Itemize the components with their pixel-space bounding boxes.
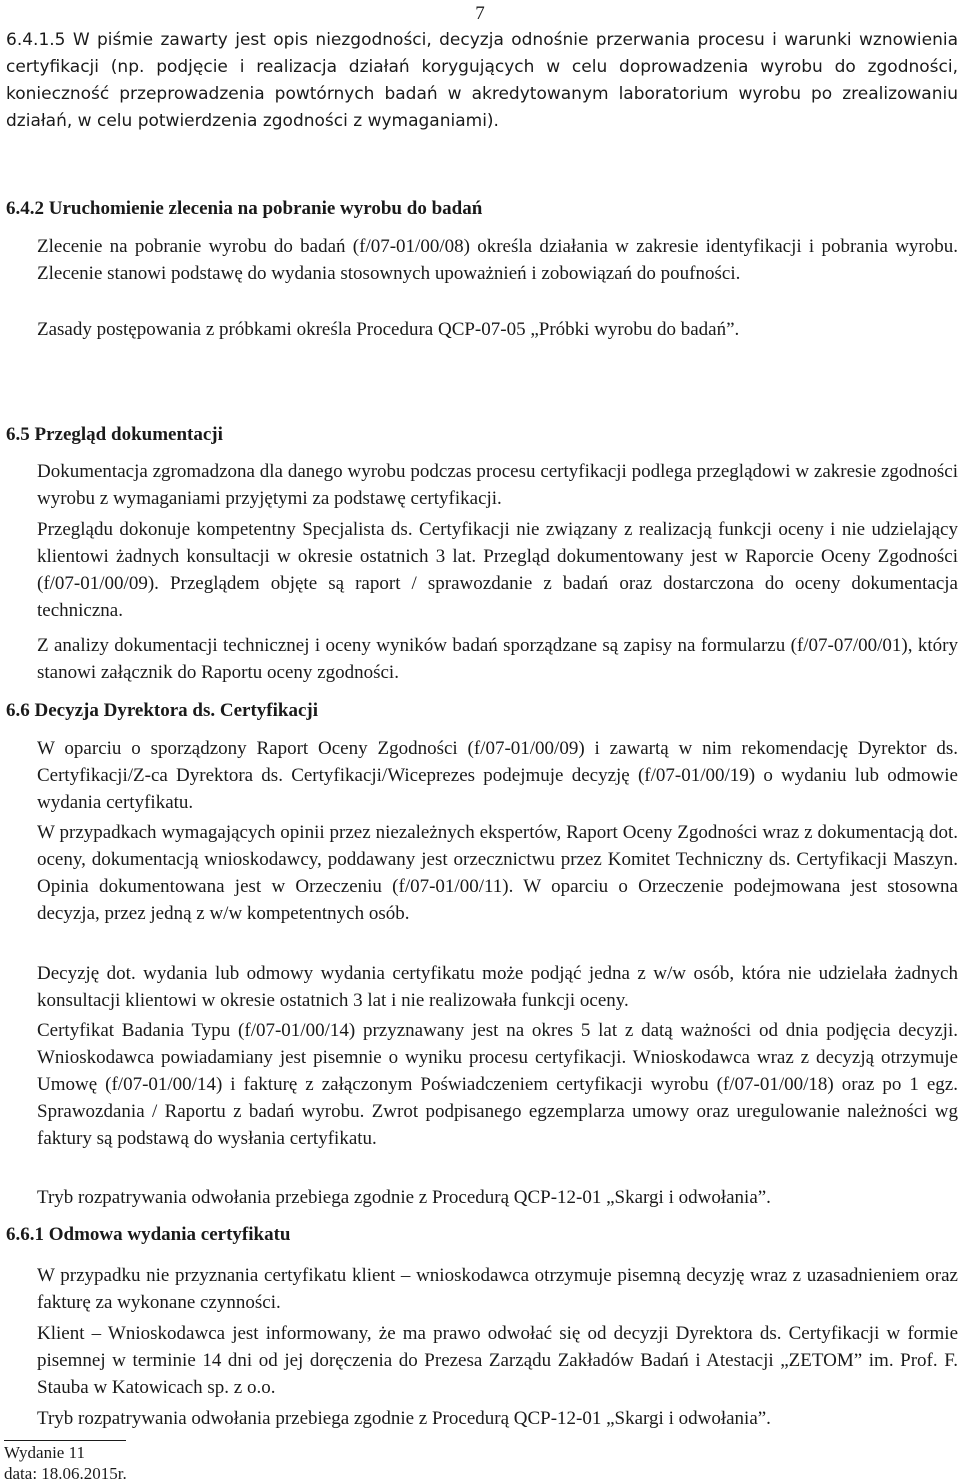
paragraph-6-6-1-1: W przypadku nie przyznania certyfikatu klient – wnioskodawca otrzymuje pisemną decyzję wraz z uzasadnieniem oraz fakturę za wykonane czynności.	[37, 1265, 958, 1313]
paragraph-6-4-2-2: Zasady postępowania z próbkami określa Procedura QCP-07-05 „Próbki wyrobu do badań”.	[37, 319, 740, 340]
paragraph-6-6-2: W przypadkach wymagających opinii przez niezależnych ekspertów, Raport Oceny Zgodności wraz z dokumentacją dot. oceny, dokumentacją wnioskodawcy, poddawany jest orzecznictwu przez Komitet Techniczny ds. Certyfikacji Maszyn. Opinia dokumentowana jest w Orzeczeniu (f/07-01/00/11). W oparciu o Orzeczenie podejmowana jest stosowna decyzja, przez jedną z w/w kompetentnych osób.	[37, 822, 958, 924]
paragraph-6-6-1: W oparciu o sporządzony Raport Oceny Zgodności (f/07-01/00/09) i zawartą w nim rekomendację Dyrektor ds. Certyfikacji/Z-ca Dyrektora ds. Certyfikacji/Wiceprezes podejmuje decyzję (f/07-01/00/19) o wydaniu lub odmowie wydania certyfikatu.	[37, 738, 958, 813]
footer-divider	[4, 1440, 126, 1441]
paragraph-6-6-5: Tryb rozpatrywania odwołania przebiega zgodnie z Procedurą QCP-12-01 „Skargi i odwołania”.	[37, 1187, 771, 1208]
paragraph-6-4-1-5: 6.4.1.5 W piśmie zawarty jest opis niezgodności, decyzja odnośnie przerwania procesu i warunki wznowienia certyfikacji (np. podjęcie i realizacja działań korygujących w celu doprowadzenia wyrobu do zgodności, konieczność przeprowadzenia powtórnych badań w akredytowanym laboratorium wyrobu po zrealizowaniu działań, w celu potwierdzenia zgodności z wymaganiami).	[6, 30, 958, 131]
heading-6-5: 6.5 Przegląd dokumentacji	[6, 424, 223, 445]
paragraph-6-4-2-1: Zlecenie na pobranie wyrobu do badań (f/07-01/00/08) określa działania w zakresie identyfikacji i pobrania wyrobu. Zlecenie stanowi podstawę do wydania stosownych upoważnień i zobowiązań do poufności.	[37, 236, 958, 284]
paragraph-6-6-3: Decyzję dot. wydania lub odmowy wydania certyfikatu może podjąć jedna z w/w osób, która nie udzielała żadnych konsultacji klientowi w okresie ostatnich 3 lat i nie realizowała funkcji oceny.	[37, 963, 958, 1011]
paragraph-6-5-2: Przeglądu dokonuje kompetentny Specjalista ds. Certyfikacji nie związany z realizacją funkcji oceny i nie udzielający klientowi żadnych konsultacji w okresie ostatnich 3 lat. Przegląd dokumentowany jest w Raporcie Oceny Zgodności (f/07-01/00/09). Przeglądem objęte są raport / sprawozdanie z badań oraz dostarczona do oceny dokumentacja techniczna.	[37, 519, 958, 621]
heading-6-4-2: 6.4.2 Uruchomienie zlecenia na pobranie wyrobu do badań	[6, 198, 483, 219]
paragraph-6-6-1-2: Klient – Wnioskodawca jest informowany, że ma prawo odwołać się od decyzji Dyrektora ds. Certyfikacji w formie pisemnej w terminie 14 dni od jej doręczenia do Prezesa Zarządu Zakładów Badań i Atestacji „ZETOM” im. Prof. F. Stauba w Katowicach sp. z o.o.	[37, 1323, 958, 1398]
footer-date: data: 18.06.2015r.	[4, 1464, 127, 1483]
page-number: 7	[475, 3, 485, 24]
heading-6-6-1: 6.6.1 Odmowa wydania certyfikatu	[6, 1224, 291, 1245]
paragraph-6-5-3: Z analizy dokumentacji technicznej i oceny wyników badań sporządzane są zapisy na formularzu (f/07-07/00/01), który stanowi załącznik do Raportu oceny zgodności.	[37, 635, 958, 683]
paragraph-6-6-4: Certyfikat Badania Typu (f/07-01/00/14) przyznawany jest na okres 5 lat z datą ważności od dnia podjęcia decyzji. Wnioskodawca powiadamiany jest pisemnie o wyniku procesu certyfikacji. Wnioskodawca wraz z decyzją otrzymuje Umowę (f/07-01/00/14) i fakturę z załączonym Poświadczeniem certyfikacji wyrobu (f/07-01/00/18) oraz po 1 egz. Sprawozdania / Raportu z badań wyrobu. Zwrot podpisanego egzemplarza umowy oraz uregulowanie należności wg faktury są podstawą do wysłania certyfikatu.	[37, 1020, 958, 1149]
paragraph-6-5-1: Dokumentacja zgromadzona dla danego wyrobu podczas procesu certyfikacji podlega przeglądowi w zakresie zgodności wyrobu z wymaganiami przyjętymi za podstawę certyfikacji.	[37, 461, 958, 509]
heading-6-6: 6.6 Decyzja Dyrektora ds. Certyfikacji	[6, 700, 319, 721]
paragraph-6-6-1-3: Tryb rozpatrywania odwołania przebiega zgodnie z Procedurą QCP-12-01 „Skargi i odwołania”.	[37, 1408, 771, 1429]
footer-edition: Wydanie 11	[4, 1443, 85, 1462]
footer	[4, 1442, 127, 1484]
